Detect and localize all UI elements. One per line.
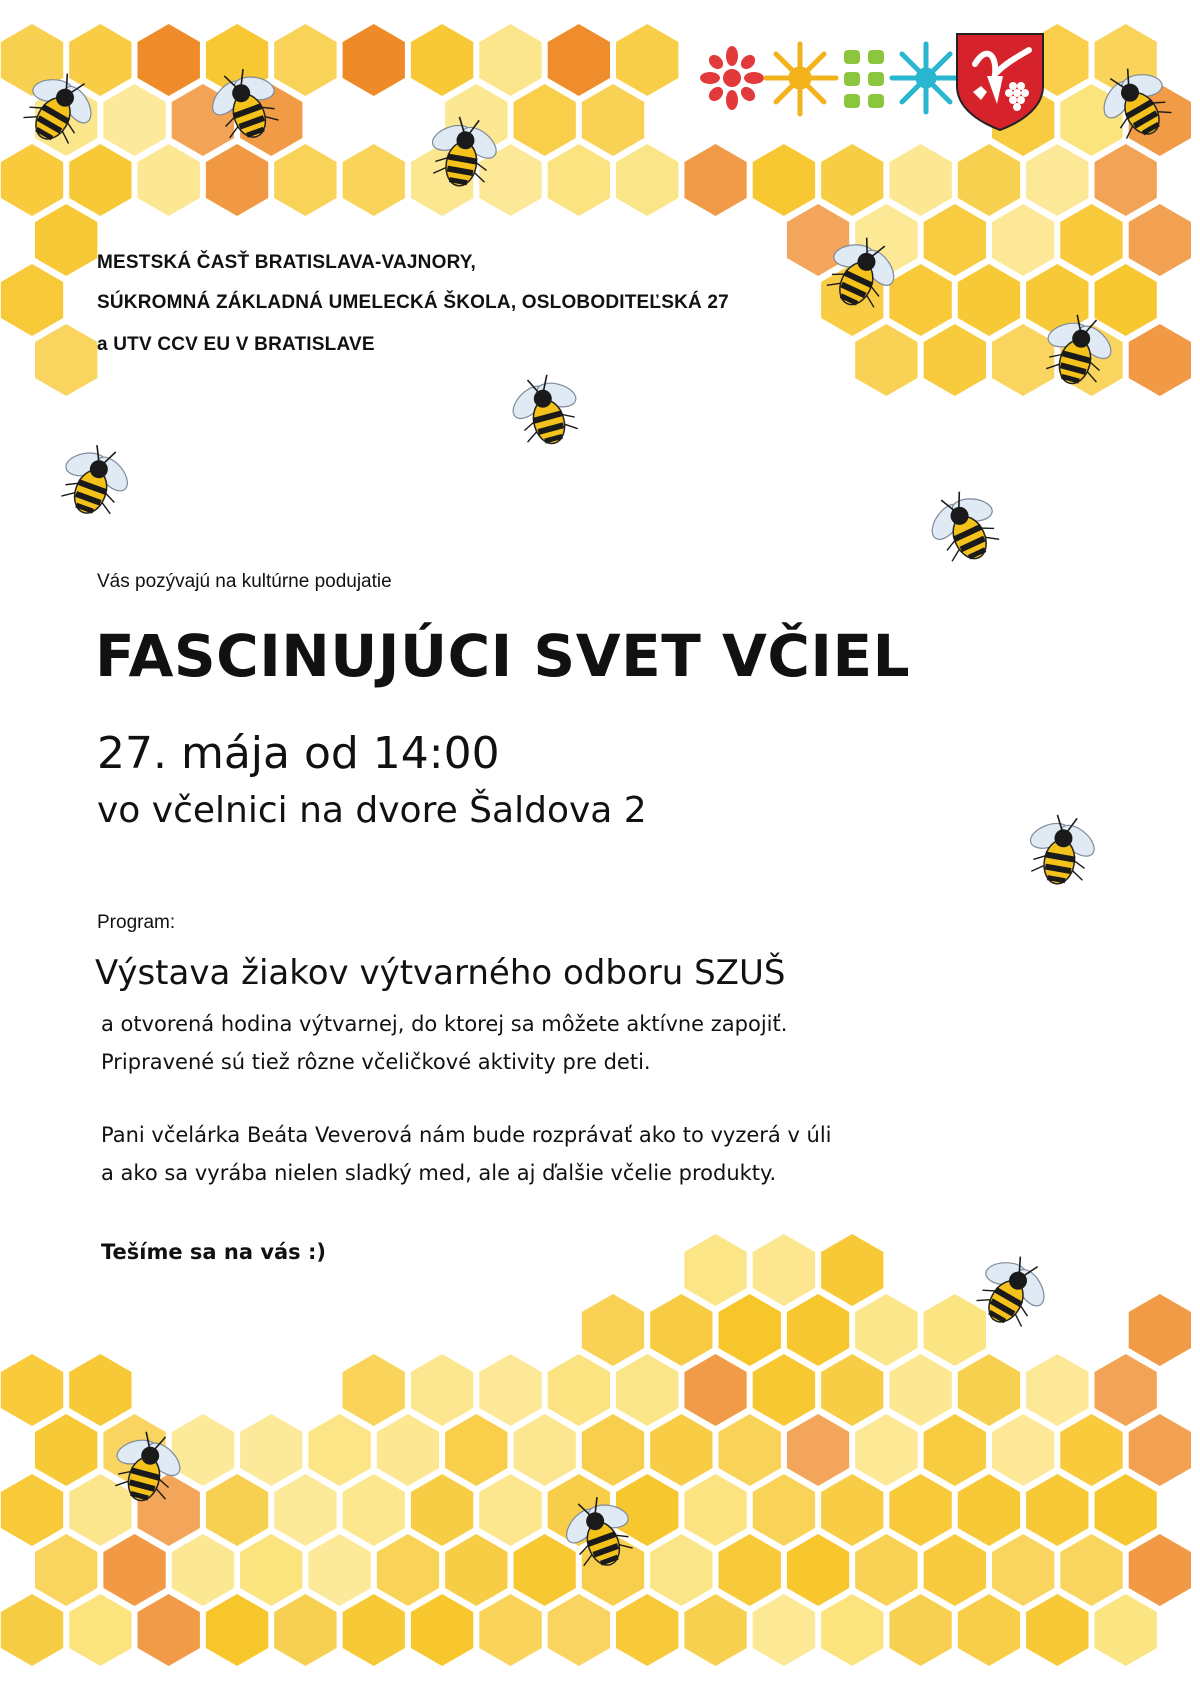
honeycomb-cell — [343, 24, 405, 96]
honeycomb-cell — [1060, 204, 1122, 276]
honeycomb-cell — [69, 144, 131, 216]
honeycomb-cell — [650, 1294, 712, 1366]
bee-icon — [49, 436, 141, 525]
honeycomb-cell — [616, 1594, 678, 1666]
honeycomb-cell — [855, 1414, 917, 1486]
organizer-line-2: SÚKROMNÁ ZÁKLADNÁ UMELECKÁ ŠKOLA, OSLOBODITEĽSKÁ 27 — [97, 292, 729, 313]
honeycomb-cell — [958, 144, 1020, 216]
honeycomb-cell — [924, 1534, 986, 1606]
honeycomb-cell — [343, 144, 405, 216]
bee-icon — [502, 368, 591, 453]
honeycomb-cell — [1, 1594, 63, 1666]
honeycomb-cell — [787, 1294, 849, 1366]
honeycomb-cell — [684, 1354, 746, 1426]
honeycomb-cell — [548, 1354, 610, 1426]
honeycomb-cell — [103, 1534, 165, 1606]
honeycomb-cell — [308, 1414, 370, 1486]
honeycomb-cell — [377, 1534, 439, 1606]
honeycomb-cell — [1095, 1594, 1157, 1666]
honeycomb-cell — [719, 1534, 781, 1606]
honeycomb-cell — [1, 1354, 63, 1426]
honeycomb-cell — [1095, 1354, 1157, 1426]
honeycomb-cell — [1129, 324, 1191, 396]
honeycomb-cell — [616, 1474, 678, 1546]
honeycomb-cell — [992, 324, 1054, 396]
honeycomb-cell — [69, 1594, 131, 1666]
honeycomb-cell — [650, 1414, 712, 1486]
honeycomb-cell — [958, 1474, 1020, 1546]
honeycomb-cell — [855, 324, 917, 396]
honeycomb-cell — [684, 1594, 746, 1666]
honeycomb-cell — [684, 1474, 746, 1546]
bee-icon — [1019, 810, 1103, 890]
honeycomb-cell — [889, 264, 951, 336]
organizer-line-1: MESTSKÁ ČASŤ BRATISLAVA-VAJNORY, — [97, 252, 477, 273]
honeycomb-cell — [821, 1594, 883, 1666]
honeycomb-cell — [821, 1354, 883, 1426]
honeycomb-cell — [924, 1294, 986, 1366]
honeycomb-cell — [479, 24, 541, 96]
program-label: Program: — [97, 912, 176, 933]
honeycomb-cell — [1095, 144, 1157, 216]
honeycomb-cell — [138, 24, 200, 96]
honeycomb-cell — [821, 1234, 883, 1306]
honeycomb-cell — [479, 1354, 541, 1426]
honeycomb-cell — [172, 1414, 234, 1486]
honeycomb-cell — [889, 1474, 951, 1546]
honeycomb-cell — [411, 1354, 473, 1426]
honeycomb-cell — [616, 1354, 678, 1426]
honeycomb-cell — [787, 1534, 849, 1606]
honeycomb-cell — [1129, 1534, 1191, 1606]
honeycomb-cell — [514, 84, 576, 156]
honeycomb-cell — [35, 1534, 97, 1606]
honeycomb-cell — [992, 204, 1054, 276]
honeycomb-cell — [206, 1594, 268, 1666]
honeycomb-cell — [479, 1474, 541, 1546]
honeycomb-cell — [924, 324, 986, 396]
honeycomb-cell — [1, 144, 63, 216]
honeycomb-cell — [1060, 1414, 1122, 1486]
honeycomb-cell — [924, 1414, 986, 1486]
honeycomb-cell — [548, 24, 610, 96]
honeycomb-cell — [582, 1294, 644, 1366]
honeycomb-cell — [1026, 1594, 1088, 1666]
honeycomb-cell — [274, 144, 336, 216]
honeycomb-cell — [206, 1474, 268, 1546]
honeycomb-cell — [1026, 144, 1088, 216]
program-detail-line: a otvorená hodina výtvarnej, do ktorej sa môžete aktívne zapojiť. — [101, 1012, 788, 1036]
program-detail-line: Pripravené sú tiež rôzne včeličkové aktivity pre deti. — [101, 1050, 651, 1074]
honeycomb-cell — [821, 144, 883, 216]
folk-ornament-logo — [700, 44, 960, 114]
honeycomb-cell — [1, 1474, 63, 1546]
honeycomb-cell — [1129, 204, 1191, 276]
honeycomb-cell — [514, 1534, 576, 1606]
honeycomb-cell — [1129, 1294, 1191, 1366]
honeycomb-cell — [274, 1594, 336, 1666]
honeycomb-cell — [684, 1234, 746, 1306]
honeycomb-cell — [958, 1594, 1020, 1666]
honeycomb-cell — [1129, 1414, 1191, 1486]
honeycomb-cell — [548, 1594, 610, 1666]
event-date: 27. mája od 14:00 — [97, 728, 500, 779]
honeycomb-cell — [69, 1474, 131, 1546]
beekeeper-line: Pani včelárka Beáta Veverová nám bude rozprávať ako to vyzerá v úli — [101, 1123, 832, 1147]
honeycomb-cell — [958, 264, 1020, 336]
event-place: vo včelnici na dvore Šaldova 2 — [97, 790, 647, 831]
honeycomb-cell — [69, 1354, 131, 1426]
organizer-line-3: a UTV CCV EU V BRATISLAVE — [97, 334, 375, 355]
honeycomb-cell — [411, 1474, 473, 1546]
honeycomb-cell — [753, 1234, 815, 1306]
honeycomb-cell — [240, 1534, 302, 1606]
honeycomb-cell — [889, 1594, 951, 1666]
honeycomb-cell — [377, 1414, 439, 1486]
bee-icon — [917, 480, 1012, 573]
honeycomb-cell — [479, 1594, 541, 1666]
beekeeper-line: a ako sa vyrába nielen sladký med, ale aj ďalšie včelie produkty. — [101, 1161, 777, 1185]
honeycomb-cell — [958, 1354, 1020, 1426]
honeycomb-cell — [35, 1414, 97, 1486]
program-exhibition: Výstava žiakov výtvarného odboru SZUŠ — [95, 953, 786, 993]
honeycomb-cell — [411, 1594, 473, 1666]
honeycomb-cell — [719, 1294, 781, 1366]
honeycomb-cell — [343, 1474, 405, 1546]
honeycomb-cell — [889, 144, 951, 216]
honeycomb-cell — [274, 1474, 336, 1546]
event-title: FASCINUJÚCI SVET VČIEL — [95, 622, 911, 690]
honeycomb-cell — [206, 144, 268, 216]
honeycomb-cell — [753, 1354, 815, 1426]
program-details — [101, 1005, 787, 1081]
honeycomb-cell — [753, 144, 815, 216]
honeycomb-cell — [855, 1294, 917, 1366]
honeycomb-cell — [1, 264, 63, 336]
honeycomb-cell — [411, 24, 473, 96]
honeycomb-cell — [582, 84, 644, 156]
honeycomb-cell — [582, 1414, 644, 1486]
honeycomb-cell — [889, 1354, 951, 1426]
honeycomb-cell — [138, 144, 200, 216]
beekeeper-paragraph — [101, 1116, 832, 1192]
honeycomb-cell — [69, 24, 131, 96]
closing-text: Tešíme sa na vás :) — [101, 1240, 326, 1264]
honeycomb-cell — [514, 1414, 576, 1486]
honeycomb-cell — [1060, 1534, 1122, 1606]
honeycomb-cell — [719, 1414, 781, 1486]
honeycomb-cell — [1095, 1474, 1157, 1546]
honeycomb-cell — [1095, 264, 1157, 336]
honeycomb-cell — [616, 24, 678, 96]
honeycomb-cell — [343, 1594, 405, 1666]
honeycomb-cell — [548, 144, 610, 216]
honeycomb-cell — [103, 84, 165, 156]
honeycomb-cell — [992, 1534, 1054, 1606]
honeycomb-cell — [274, 24, 336, 96]
honeycomb-cell — [172, 1534, 234, 1606]
honeycomb-cell — [787, 1414, 849, 1486]
honeycomb-cell — [924, 204, 986, 276]
honeycomb-cell — [992, 1414, 1054, 1486]
honeycomb-cell — [821, 1474, 883, 1546]
honeycomb-cell — [240, 1414, 302, 1486]
honeycomb-cell — [855, 1534, 917, 1606]
honeycomb-cell — [138, 1594, 200, 1666]
honeycomb-cell — [753, 1474, 815, 1546]
honeycomb-cell — [1026, 1474, 1088, 1546]
honeycomb-cell — [445, 1534, 507, 1606]
honeycomb-cell — [1026, 1354, 1088, 1426]
honeycomb-cell — [35, 324, 97, 396]
honeycomb-cell — [650, 1534, 712, 1606]
honeycomb-cell — [343, 1354, 405, 1426]
honeycomb-cell — [684, 144, 746, 216]
honeycomb-cell — [753, 1594, 815, 1666]
honeycomb-cell — [35, 204, 97, 276]
honeycomb-cell — [445, 1414, 507, 1486]
invitation-text: Vás pozývajú na kultúrne podujatie — [97, 571, 392, 592]
honeycomb-cell — [308, 1534, 370, 1606]
honeycomb-cell — [616, 144, 678, 216]
